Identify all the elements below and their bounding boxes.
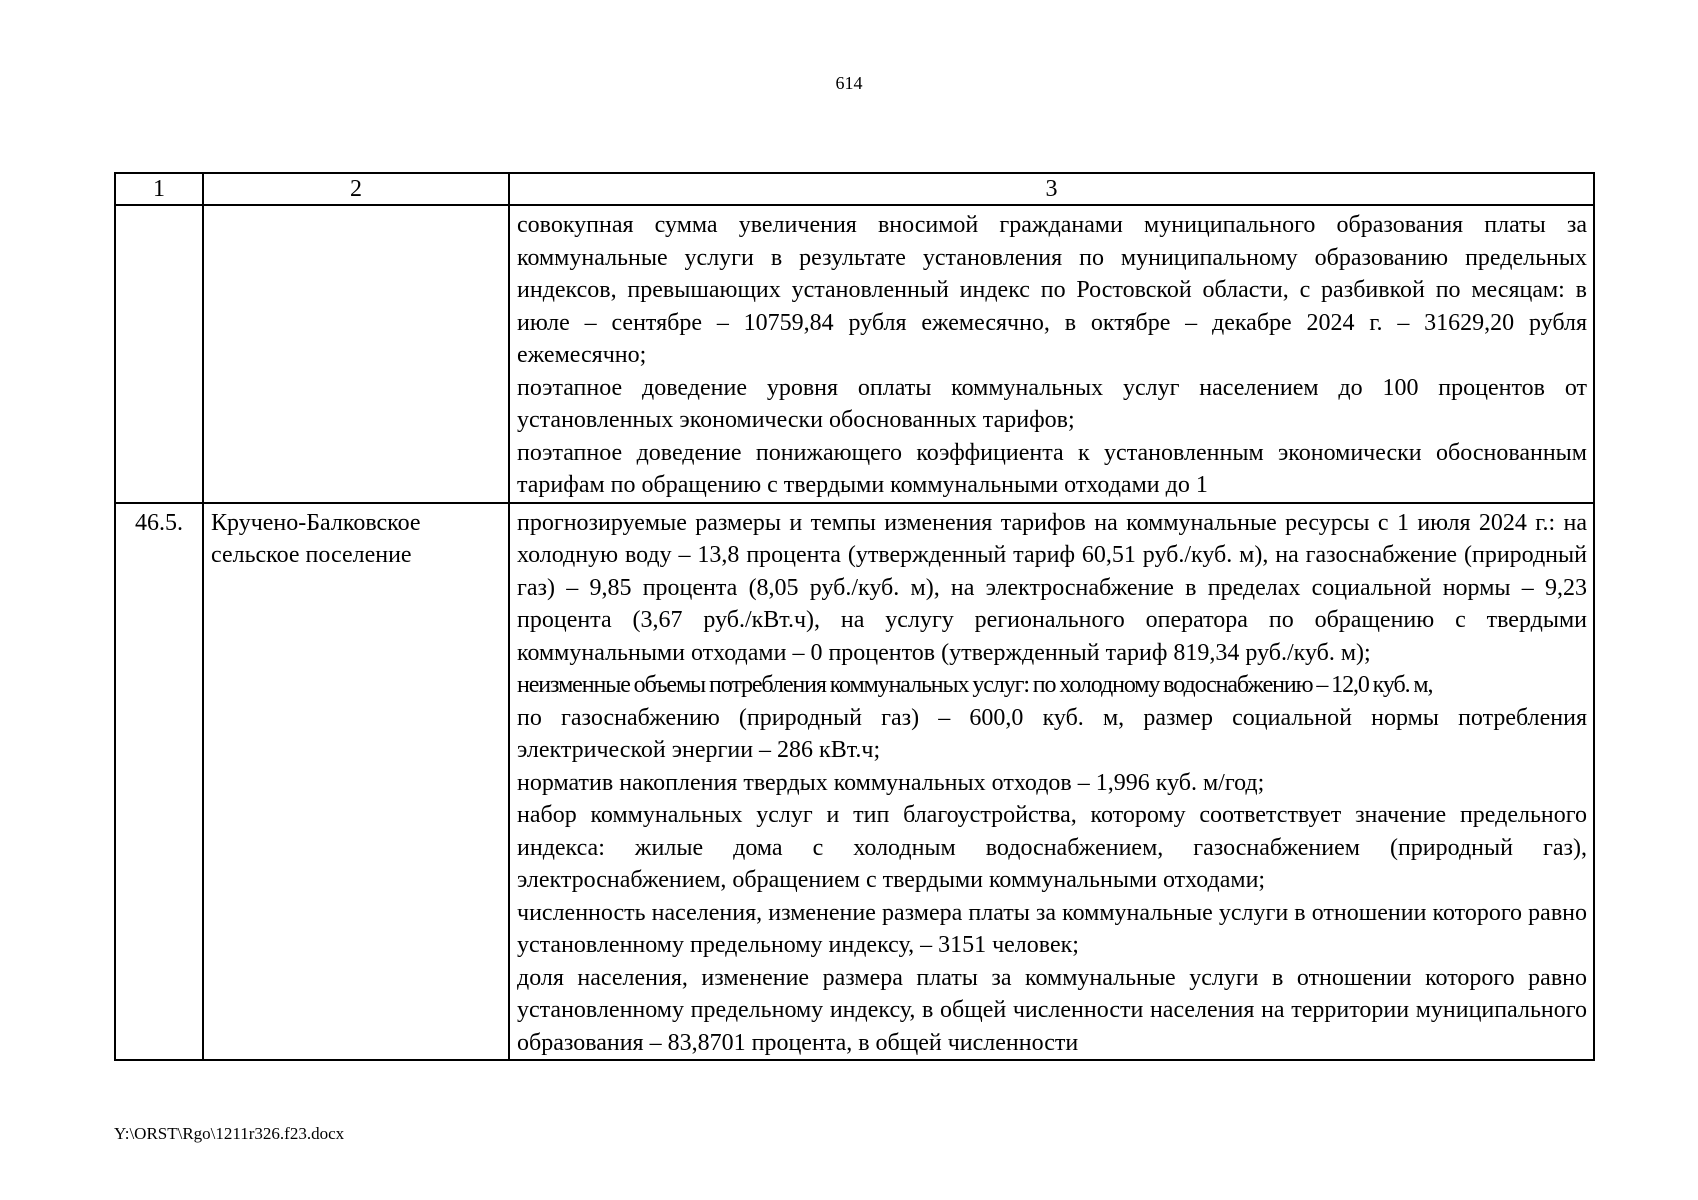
description-cell bbox=[509, 205, 1594, 503]
table-row bbox=[115, 503, 1594, 1061]
paragraph: норматив накопления твердых коммунальных отходов – 1,996 куб. м/год; bbox=[517, 769, 1265, 796]
column-header-3: 3 bbox=[509, 173, 1594, 205]
table-row bbox=[115, 205, 1594, 503]
paragraph: совокупная сумма увеличения вносимой гражданами муниципального образования платы за коммунальные услуги в результате установления по муниципальному образованию предельных индексов, превышающих установленный индекс по Ростовской области, с разбивкой по месяцам: в июле – сентябре – 10759,84 рубля ежемесячно, в октябре – декабре 2024 г. – 31629,20 рубля ежемесячно; bbox=[517, 212, 1587, 368]
column-header-2: 2 bbox=[203, 173, 509, 205]
paragraph: численность населения, изменение размера платы за коммунальные услуги в отношении которого равно установленному предельному индексу, – 3151 человек; bbox=[517, 899, 1587, 958]
table-header-row bbox=[115, 173, 1594, 205]
row-number-cell: 46.5. bbox=[115, 503, 203, 1061]
column-header-1: 1 bbox=[115, 173, 203, 205]
municipality-name-cell bbox=[203, 205, 509, 503]
paragraph: по газоснабжению (природный газ) – 600,0 куб. м, размер социальной нормы потребления электрической энергии – 286 кВт.ч; bbox=[517, 704, 1587, 763]
paragraph: набор коммунальных услуг и тип благоустройства, которому соответствует значение предельного индекса: жилые дома с холодным водоснабжением, газоснабжением (природный газ), электроснабжением, обращением с твердыми коммунальными отходами; bbox=[517, 802, 1587, 893]
page-number: 614 bbox=[835, 73, 863, 93]
file-path-footer: Y:\ORST\Rgo\1211r326.f23.docx bbox=[114, 1124, 345, 1143]
row-number-cell bbox=[115, 205, 203, 503]
description-cell bbox=[509, 503, 1594, 1061]
municipality-name-cell: Кручено-Балковское сельское поселение bbox=[203, 503, 509, 1061]
paragraph: поэтапное доведение уровня оплаты коммунальных услуг населением до 100 процентов от установленных экономически обоснованных тарифов; bbox=[517, 374, 1587, 433]
paragraph: прогнозируемые размеры и темпы изменения тарифов на коммунальные ресурсы с 1 июля 2024 г.: на холодную воду – 13,8 процента (утвержденный тариф 60,51 руб./куб. м), на газоснабжение (природный газ) – 9,85 процента (8,05 руб./куб. м), на электроснабжение в пределах социальной нормы – 9,23 процента (3,67 руб./кВт.ч), на услугу регионального оператора по обращению с твердыми коммунальными отходами – 0 процентов (утвержденный тариф 819,34 руб./куб. м); bbox=[517, 509, 1587, 666]
paragraph: поэтапное доведение понижающего коэффициента к установленным экономически обоснованным тарифам по обращению с твердыми коммунальными отходами до 1 bbox=[517, 439, 1587, 498]
paragraph: доля населения, изменение размера платы за коммунальные услуги в отношении которого равно установленному предельному индексу, в общей численности населения на территории муниципального образования – 83,8701 процента, в общей численности bbox=[517, 964, 1587, 1056]
tariff-table bbox=[114, 172, 1595, 1061]
paragraph: неизменные объемы потребления коммунальных услуг: по холодному водоснабжению – 12,0 куб. м, bbox=[517, 672, 1433, 698]
